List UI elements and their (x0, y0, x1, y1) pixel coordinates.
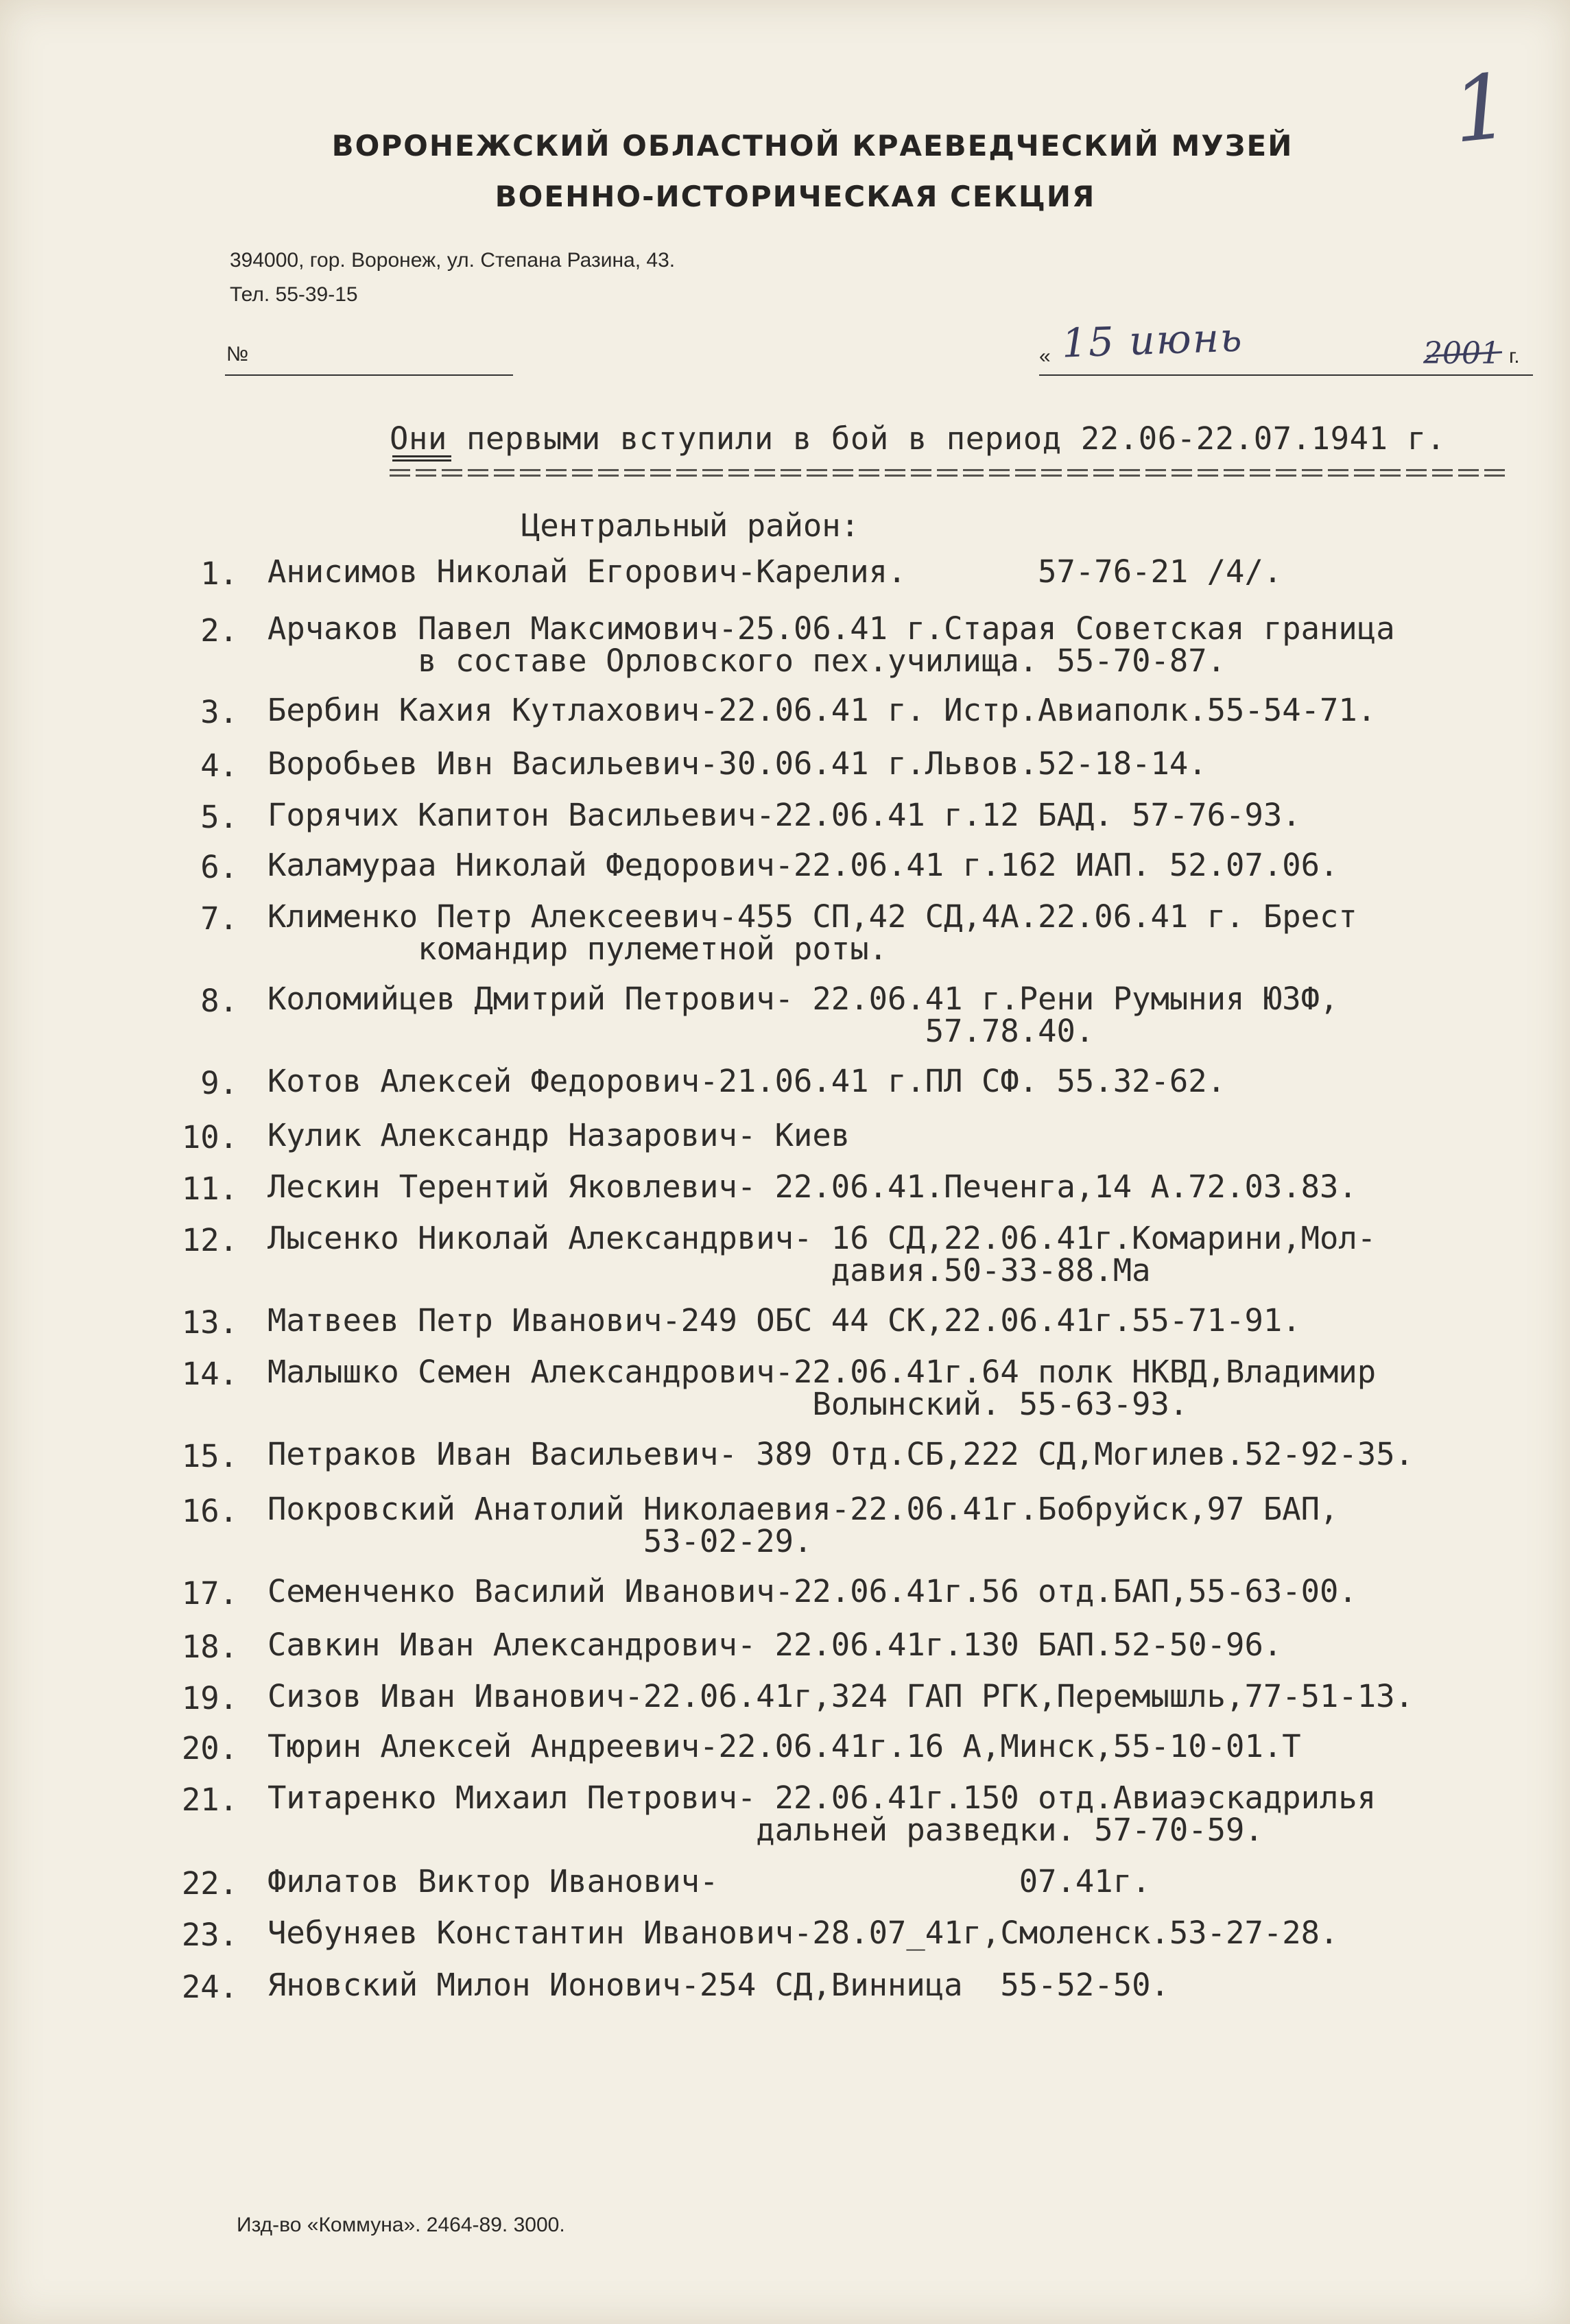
list-item-text: Покровский Анатолий Николаевия-22.06.41г.Бобруйск,97 БАП, 53-02-29. (267, 1491, 1339, 1559)
list-item (0, 1969, 1570, 2051)
double-dash-rule (390, 468, 1508, 479)
list-item-number: 9. (200, 1065, 238, 1101)
list-item-text: Лескин Терентий Яковлевич- 22.06.41.Печенга,14 А.72.03.83. (267, 1169, 1357, 1205)
list-item-text: Чебуняев Константин Иванович-28.07_41г,Смоленск.53-27-28. (267, 1915, 1339, 1951)
list-item-text: Воробьев Ивн Васильевич-30.06.41 г.Львов.52-18-14. (267, 745, 1207, 782)
list-item-text: Бербин Кахия Кутлахович-22.06.41 г. Истр.Авиаполк.55-54-71. (267, 692, 1377, 728)
list-item-text: Савкин Иван Александрович- 22.06.41г.130 БАП.52-50-96. (267, 1627, 1283, 1663)
list-item-text: Титаренко Михаил Петрович- 22.06.41г.150 отд.Авиаэскадрилья дальней разведки. 57-70-59. (267, 1780, 1377, 1848)
list-item-number: 22. (181, 1865, 238, 1902)
list-item-text: Матвеев Петр Иванович-249 ОБС 44 СК,22.06.41г.55-71-91. (267, 1302, 1301, 1339)
list-item-text: Тюрин Алексей Андреевич-22.06.41г.16 А,Минск,55-10-01.Т (267, 1728, 1301, 1764)
list-item-number: 21. (181, 1782, 238, 1818)
list-item (0, 900, 1570, 983)
handwritten-page-number: 1 (1447, 53, 1515, 163)
date-line (1039, 374, 1533, 376)
list-item-text: Петраков Иван Васильевич- 389 Отд.СБ,222 СД,Могилев.52-92-35. (267, 1436, 1414, 1472)
list-item-number: 8. (200, 983, 238, 1019)
list-item-text: Анисимов Николай Егорович-Карелия. 57-76-21 /4/. (267, 553, 1283, 590)
date-suffix: г. (1509, 345, 1520, 368)
list-item-number: 18. (181, 1629, 238, 1665)
list-item-number: 13. (181, 1304, 238, 1341)
list-item-text: Яновский Милон Ионович-254 СД,Винница 55-52-50. (267, 1967, 1169, 2003)
title-underline-double (392, 459, 451, 462)
handwritten-year: 2001 (1423, 336, 1500, 371)
title-underline (392, 455, 451, 457)
list-item-number: 16. (181, 1493, 238, 1529)
list-item-number: 14. (181, 1356, 238, 1392)
list-item (0, 1222, 1570, 1304)
list-item-number: 20. (181, 1730, 238, 1766)
list-item-text: Коломийцев Дмитрий Петрович- 22.06.41 г.Рени Румыния ЮЗФ, 57.78.40. (267, 981, 1339, 1049)
section-title: ВОЕННО-ИСТОРИЧЕСКАЯ СЕКЦИЯ (495, 180, 1096, 213)
date-open-quote: « (1039, 345, 1051, 368)
phone: Тел. 55-39-15 (230, 283, 358, 306)
list-item-number: 10. (181, 1119, 238, 1155)
list-item-text: Клименко Петр Алексеевич-455 СП,42 СД,4А.22.06.41 г. Брест командир пулеметной роты. (267, 898, 1357, 967)
list-item-number: 1. (200, 555, 238, 592)
list-item-number: 2. (200, 612, 238, 649)
list-item-text: Лысенко Николай Александрвич- 16 СД,22.06.41г.Комарини,Мол- давия.50-33-88.Ма (267, 1220, 1377, 1289)
list-item-number: 12. (181, 1222, 238, 1258)
list-item-text: Горячих Капитон Васильевич-22.06.41 г.12 БАД. 57-76-93. (267, 797, 1301, 833)
list-item-number: 19. (181, 1680, 238, 1716)
list-item-number: 17. (181, 1575, 238, 1612)
list-item-text: Семенченко Василий Иванович-22.06.41г.56 отд.БАП,55-63-00. (267, 1573, 1357, 1609)
list-item (0, 1356, 1570, 1438)
list-item-number: 23. (181, 1917, 238, 1953)
address: 394000, гор. Воронеж, ул. Степана Разина, 43. (230, 249, 676, 272)
list-item-text: Кулик Александр Назарович- Киев (267, 1117, 851, 1153)
list-item-number: 15. (181, 1438, 238, 1474)
publisher-imprint: Изд-во «Коммуна». 2464-89. 3000. (237, 2214, 565, 2236)
document-number-label: № (226, 343, 249, 366)
handwritten-date: 15 июнь (1060, 313, 1244, 367)
list-title: Они первыми вступили в бой в период 22.06-22.07.1941 г. (390, 420, 1446, 457)
list-item-number: 5. (200, 799, 238, 835)
list-item (0, 983, 1570, 1065)
list-item-number: 6. (200, 849, 238, 885)
list-item-number: 11. (181, 1171, 238, 1207)
district-heading: Центральный район: (521, 507, 860, 544)
document-number-line (225, 374, 513, 376)
list-item-text: Каламураа Николай Федорович-22.06.41 г.162 ИАП. 52.07.06. (267, 847, 1339, 883)
list-item-text: Арчаков Павел Максимович-25.06.41 г.Старая Советская граница в составе Орловского пех.училища. 55-70-87. (267, 610, 1395, 679)
list-item (0, 612, 1570, 695)
list-item (0, 1782, 1570, 1864)
organization-title: ВОРОНЕЖСКИЙ ОБЛАСТНОЙ КРАЕВЕДЧЕСКИЙ МУЗЕЙ (331, 129, 1294, 163)
list-item-text: Филатов Виктор Иванович- 07.41г. (267, 1863, 1151, 1900)
list-item-number: 7. (200, 900, 238, 937)
list-item-number: 24. (181, 1969, 238, 2005)
list-item-number: 4. (200, 747, 238, 784)
list-item-text: Малышко Семен Александрович-22.06.41г.64 полк НКВД,Владимир Волынский. 55-63-93. (267, 1354, 1377, 1422)
list-item-number: 3. (200, 694, 238, 730)
list-item (0, 1493, 1570, 1575)
list-item-text: Сизов Иван Иванович-22.06.41г,324 ГАП РГК,Перемышль,77-51-13. (267, 1678, 1414, 1714)
list-item-text: Котов Алексей Федорович-21.06.41 г.ПЛ СФ. 55.32-62. (267, 1063, 1226, 1099)
